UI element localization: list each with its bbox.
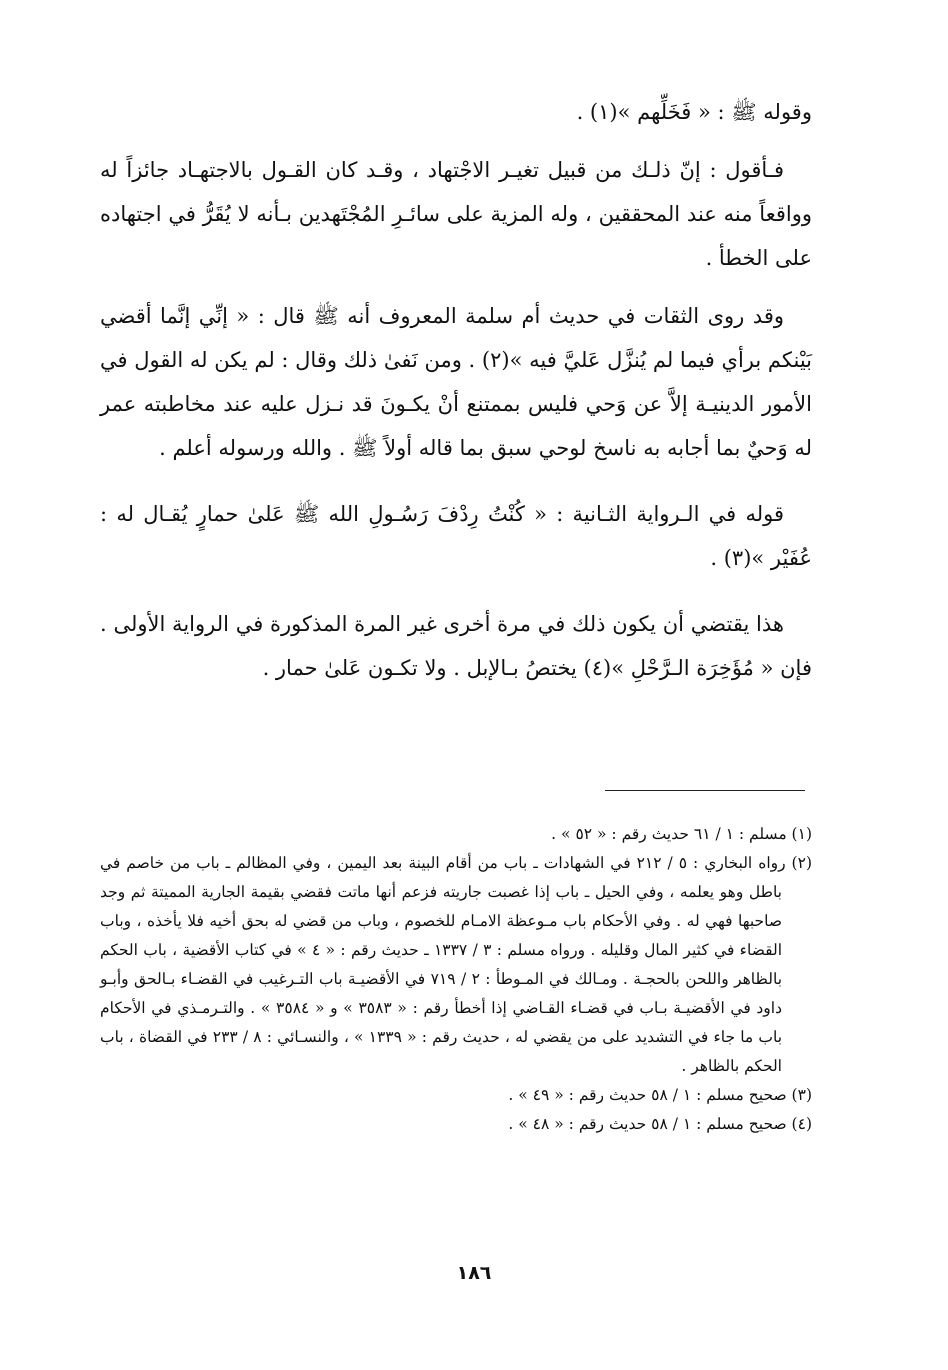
paragraph-5: هذا يقتضي أن يكون ذلك في مرة أخرى غير المرة المذكورة في الرواية الأولى . فإن « مُؤَخِرَة الـرَّحْلِ »(٤) يختصُ بـالإبل . ولا تكـون عَلىٰ حمار . bbox=[100, 612, 812, 680]
footnote-3: (٣) صحيح مسلم : ١ / ٥٨ حديث رقم : « ٤٩ » . bbox=[508, 1086, 812, 1104]
footnote-4: (٤) صحيح مسلم : ١ / ٥٨ حديث رقم : « ٤٨ » . bbox=[508, 1115, 812, 1133]
page-number: ١٨٦ bbox=[456, 1262, 492, 1284]
paragraph-3: وقد روى الثقات في حديث أم سلمة المعروف أنه ﷺ قال : « إنِّي إنَّما أقضي بَيْنكم برأي فيما لم يُنزَّل عَليَّ فيه »(٢) . ومن نَفىٰ ذلك وقال : لم يكن له القول في الأمور الدينيـة إلاَّ عن وَحي فليس بممتنع أنْ يكـونَ قد نـزل عليه عند مخاطبته عمر له وَحيٌ بما أجابه به ناسخ لوحي سبق بما قاله أولاً ﷺ . والله ورسوله أعلم . bbox=[100, 304, 813, 460]
footnotes bbox=[100, 820, 812, 1139]
paragraph-1: وقوله ﷺ : « فَخَلِّهم »(١) . bbox=[576, 100, 812, 124]
paragraph-4: قوله في الـرواية الثـانية : « كُنْتُ رِدْفَ رَسُـولِ الله ﷺ عَلىٰ حمارٍ يُقـال له : عُفَيْر »(٣) . bbox=[100, 502, 812, 570]
paragraph-2: فـأقول : إنّ ذلـك من قبيل تغيـر الاجْتهاد ، وقـد كان القـول بالاجتهـاد جائزاً له وواقعاً منه عند المحققين ، وله المزية على سائـرِ المُجْتَهدين بـأنه لا يُقَرُّ في اجتهاده على الخطأ . bbox=[100, 158, 812, 270]
main-text bbox=[100, 90, 812, 690]
footnote-1: (١) مسلم : ١ / ٦١ حديث رقم : « ٥٢ » . bbox=[551, 825, 812, 843]
footnote-separator bbox=[605, 776, 805, 801]
footnote-2: (٢) رواه البخاري : ٥ / ٢١٢ في الشهادات ـ باب من أقام البينة بعد اليمين ، وفي المظالم ـ باب من خاصم في باطل وهو يعلمه ، وفي الحيل ـ باب إذا غصبت جاريته فزعم أنها ماتت فقضي بقيمة الجارية المميتة ثم وجد صاحبها فهي له . وفي الأحكام باب مـوعظة الامـام للخصوم ، وباب من قضي له بحق أخيه فلا يأخذه ، وباب القضاء في كثير المال وقليله . ورواه مسلم : ٣ / ١٣٣٧ ـ حديث رقم : « ٤ » في كتاب الأقضية ، باب الحكم بالظاهر واللحن بالحجـة . ومـالك في المـوطأ : ٢ / ٧١٩ في الأقضيـة باب التـرغيب في القضـاء بـالحق وأبـو داود في الأقضيـة بـاب في قضـاء القـاضي إذا أخطأ رقم : « ٣٥٨٣ » و « ٣٥٨٤ » . والتـرمـذي في الأحكام باب ما جاء في التشديد على من يقضي له ، حديث رقم : « ١٣٣٩ » ، والنسـائي : ٨ / ٢٣٣ في القضاة ، باب الحكم بالظاهر . bbox=[100, 854, 812, 1075]
